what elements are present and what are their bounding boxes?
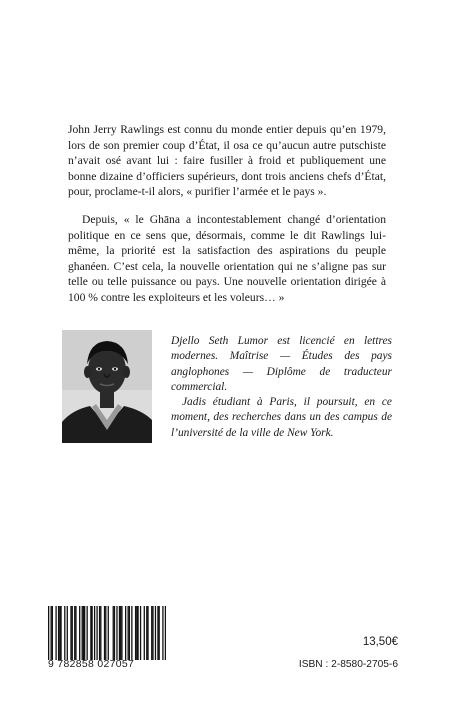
barcode-bar bbox=[99, 606, 100, 660]
barcode-bar bbox=[83, 606, 84, 660]
barcode-bar bbox=[119, 606, 120, 660]
barcode-bar bbox=[159, 606, 160, 660]
barcode-bar bbox=[114, 606, 115, 660]
barcode-bar bbox=[72, 606, 73, 660]
barcode-bar bbox=[82, 606, 83, 660]
barcode-bar bbox=[55, 606, 56, 660]
barcode-digits: 9 782858 027057 bbox=[48, 659, 135, 670]
barcode-bar bbox=[129, 606, 130, 660]
barcode-bar bbox=[120, 606, 121, 660]
barcode-bar bbox=[70, 606, 71, 660]
barcode-bar bbox=[58, 606, 59, 660]
barcode-bar bbox=[94, 606, 95, 660]
barcode-bar bbox=[165, 606, 166, 660]
barcode-bar bbox=[144, 606, 145, 660]
barcode-bar bbox=[146, 606, 147, 660]
barcode-bar bbox=[121, 606, 122, 660]
isbn-label: ISBN : 2-8580-2705-6 bbox=[298, 659, 398, 670]
barcode-bar bbox=[105, 606, 106, 660]
barcode-bar bbox=[52, 606, 53, 660]
barcode-bar bbox=[60, 606, 61, 660]
author-bio-paragraph-1: Djello Seth Lumor est licencié en lettres modernes. Maîtrise — Études des pays anglophones — Diplôme de traducteur commercial. bbox=[171, 335, 392, 393]
price-label: 13,50€ bbox=[362, 636, 398, 648]
barcode-bar bbox=[127, 606, 128, 660]
barcode-bar bbox=[67, 606, 68, 660]
barcode-bar bbox=[75, 606, 76, 660]
barcode-bar bbox=[155, 606, 156, 660]
barcode-bar bbox=[79, 606, 80, 660]
barcode-bar bbox=[90, 606, 91, 660]
barcode-bar bbox=[157, 606, 158, 660]
barcode-bar bbox=[135, 606, 136, 660]
barcode-bar bbox=[113, 606, 114, 660]
author-photo bbox=[62, 330, 152, 443]
barcode-bar bbox=[152, 606, 153, 660]
barcode-bar bbox=[131, 606, 132, 660]
barcode-bar bbox=[125, 606, 126, 660]
barcode-bar bbox=[147, 606, 148, 660]
barcode-bar bbox=[136, 606, 137, 660]
barcode-bar bbox=[116, 606, 117, 660]
barcode-bar bbox=[162, 606, 163, 660]
barcode-bar bbox=[74, 606, 75, 660]
barcode-bar bbox=[91, 606, 92, 660]
barcode-bar bbox=[64, 606, 65, 660]
isbn-barcode bbox=[48, 606, 166, 660]
barcode-bar bbox=[96, 606, 97, 660]
blurb-paragraph-1: John Jerry Rawlings est connu du monde entier depuis qu’en 1979, lors de son premier coup d’État, il osa ce qu’aucun autre putschiste n’avait osé avant lui : faire fusiller à froid et publiquement une bonne dizaine d’officiers supérieurs, dont trois anciens chefs d’État, pour, proclame-t-il alors, « purifier l’armée et le pays ». bbox=[68, 123, 386, 199]
barcode-bar bbox=[87, 606, 88, 660]
barcode-bar bbox=[48, 606, 49, 660]
barcode-bar bbox=[59, 606, 60, 660]
barcode-bar bbox=[108, 606, 109, 660]
barcode-bar bbox=[140, 606, 141, 660]
blurb-paragraph-2: Depuis, « le Ghāna a incontestablement changé d’orientation politique en ce sens que, désormais, comme le dit Rawlings lui-même, la priorité est la satisfaction des aspirations du peuple ghanéen. C’est cela, la nouvelle orientation qui ne s’aligne pas sur telle ou telle puissance ou pays. Une nouvelle orientation dirigée à 100 % contre les exploiteurs et les voleurs… » bbox=[68, 213, 386, 304]
barcode-bar bbox=[151, 606, 152, 660]
barcode-bar bbox=[84, 606, 85, 660]
author-bio-paragraph-2: Jadis étudiant à Paris, il poursuit, en ce moment, des recherches dans un des campus de l’université de la ville de New York. bbox=[171, 396, 392, 439]
barcode-bar bbox=[104, 606, 105, 660]
barcode-bar bbox=[100, 606, 101, 660]
author-bio bbox=[171, 334, 392, 441]
barcode-bar bbox=[137, 606, 138, 660]
barcode-bar bbox=[50, 606, 51, 660]
